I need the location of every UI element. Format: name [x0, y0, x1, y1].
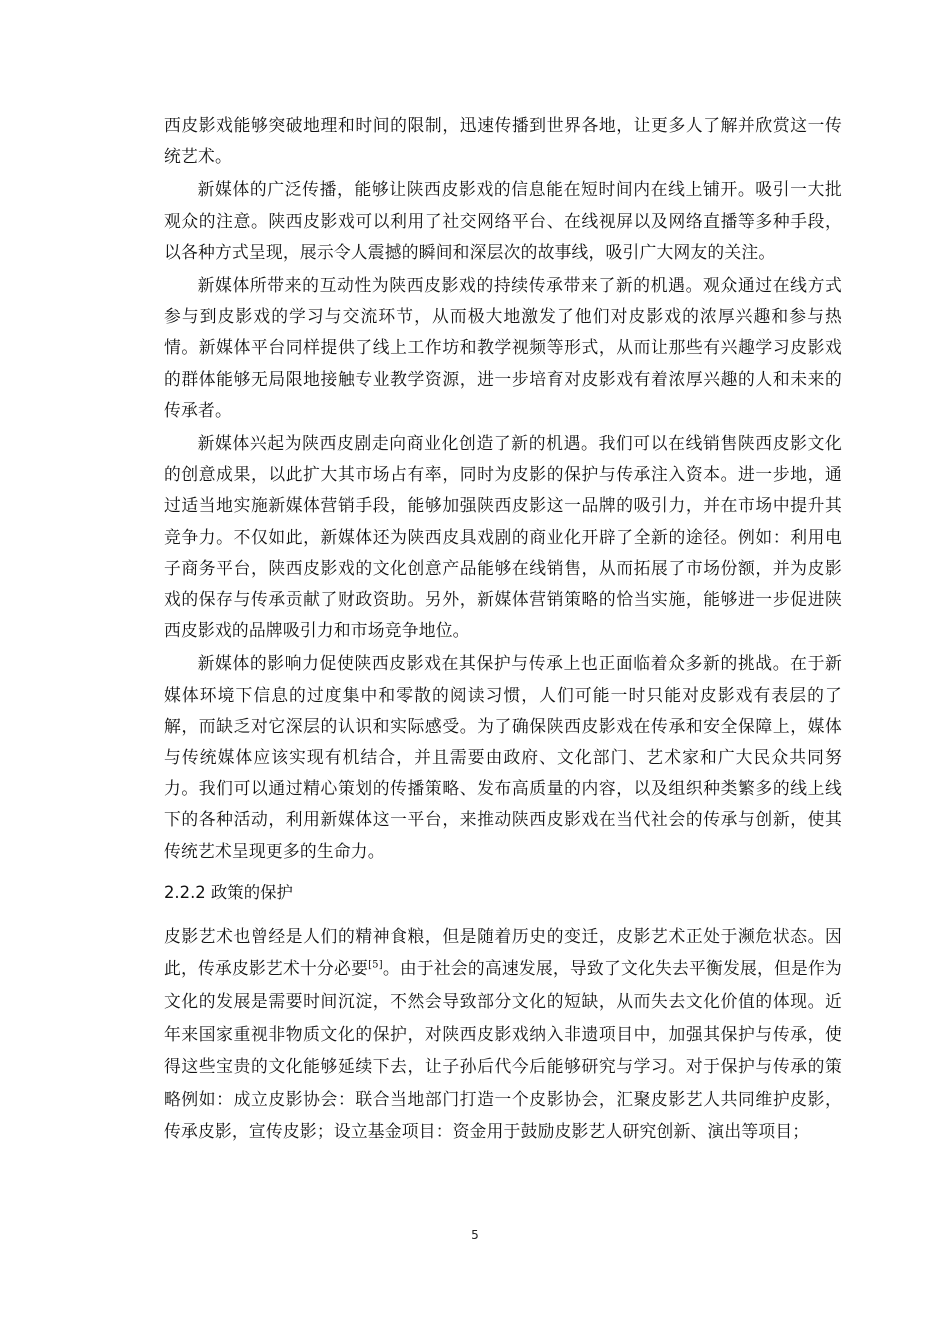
- paragraph-policy-protection: [164, 920, 842, 1148]
- paragraph-new-media-spread: 新媒体的广泛传播，能够让陕西皮影戏的信息能在短时间内在线上铺开。吸引一大批观众的注意。陕西皮影戏可以利用了社交网络平台、在线视屏以及网络直播等多种手段，以各种方式呈现，展示令人震撼的瞬间和深层次的故事线，吸引广大网友的关注。: [164, 179, 842, 262]
- paragraph-new-media-interaction: 新媒体所带来的互动性为陕西皮影戏的持续传承带来了新的机遇。观众通过在线方式参与到皮影戏的学习与交流环节，从而极大地激发了他们对皮影戏的浓厚兴趣和参与热情。新媒体平台同样提供了线上工作坊和教学视频等形式，从而让那些有兴趣学习皮影戏的群体能够无局限地接触专业教学资源，进一步培育对皮影戏有着浓厚兴趣的人和未来的传承者。: [164, 275, 842, 420]
- policy-text-part1: 皮影艺术也曾经是人们的精神食粮，但是随着历史的变迁，皮影艺术正处于濒危状态。因此，传承皮影艺术十分必要: [164, 925, 842, 979]
- paragraph-new-media-commercial: 新媒体兴起为陕西皮剧走向商业化创造了新的机遇。我们可以在线销售陕西皮影文化的创意成果，以此扩大其市场占有率，同时为皮影的保护与传承注入资本。进一步地，通过适当地实施新媒体营销手段，能够加强陕西皮影这一品牌的吸引力，并在市场中提升其竞争力。不仅如此，新媒体还为陕西皮具戏剧的商业化开辟了全新的途径。例如：利用电子商务平台，陕西皮影戏的文化创意产品能够在线销售，从而拓展了市场份额，并为皮影戏的保存与传承贡献了财政资助。另外，新媒体营销策略的恰当实施，能够进一步促进陕西皮影戏的品牌吸引力和市场竞争地位。: [164, 433, 842, 641]
- paragraph-continuation: 西皮影戏能够突破地理和时间的限制，迅速传播到世界各地，让更多人了解并欣赏这一传统艺术。: [164, 115, 842, 167]
- policy-text-part2: 。由于社会的高速发展，导致了文化失去平衡发展，但是作为文化的发展是需要时间沉淀，不然会导致部分文化的短缺，从而失去文化价值的体现。近年来国家重视非物质文化的保护，对陕西皮影戏纳入非遗项目中，加强其保护与传承，使得这些宝贵的文化能够延续下去，让子孙后代今后能够研究与学习。对于保护与传承的策略例如：成立皮影协会：联合当地部门打造一个皮影协会，汇聚皮影艺人共同维护皮影，传承皮影，宣传皮影；设立基金项目：资金用于鼓励皮影艺人研究创新、演出等项目；: [164, 958, 842, 1142]
- section-heading: 2.2.2 政策的保护: [164, 882, 293, 902]
- page-number: 5: [471, 1228, 479, 1242]
- paragraph-new-media-challenges: 新媒体的影响力促使陕西皮影戏在其保护与传承上也正面临着众多新的挑战。在于新媒体环境下信息的过度集中和零散的阅读习惯，人们可能一时只能对皮影戏有表层的了解，而缺乏对它深层的认识和实际感受。为了确保陕西皮影戏在传承和安全保障上，媒体与传统媒体应该实现有机结合，并且需要由政府、文化部门、艺术家和广大民众共同努力。我们可以通过精心策划的传播策略、发布高质量的内容，以及组织种类繁多的线上线下的各种活动，利用新媒体这一平台，来推动陕西皮影戏在当代社会的传承与创新，使其传统艺术呈现更多的生命力。: [164, 653, 842, 861]
- document-page: [164, 110, 842, 1150]
- citation-reference[interactable]: [5]: [368, 959, 383, 971]
